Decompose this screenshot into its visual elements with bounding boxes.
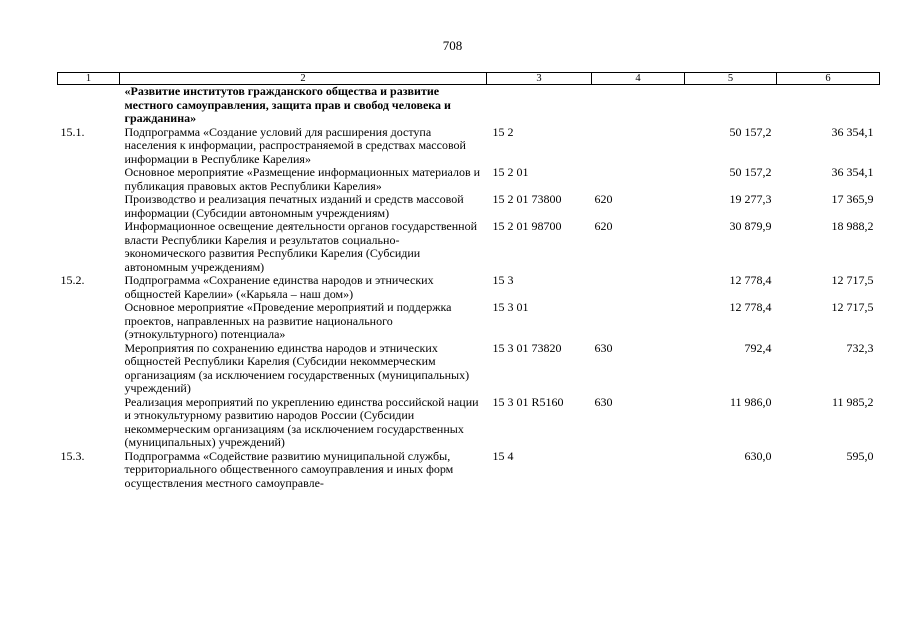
row-expense-type: 620 [594,192,613,206]
row-expense-type [592,166,685,193]
row-number [58,85,120,126]
row-expense-type: 620 [594,219,613,233]
row-title: Мероприятия по сохранению единства народов и этнических общностей Республики Карелия (Субсидии некоммерческим организациям (за исключением государственных (муниципальных) учреждений) [124,340,470,395]
table-row [58,126,880,167]
column-header-2: 2 [120,73,487,85]
row-title: Основное мероприятие «Проведение мероприятий и поддержка проектов, направленных на развитие национального (этнокультурного) потенциала» [124,300,452,341]
column-header-6: 6 [777,73,880,85]
row-amount-col6: 36 354,1 [831,124,874,139]
row-number: 15.1. [60,124,85,139]
column-header-5: 5 [685,73,777,85]
row-expense-type [592,126,685,167]
header-row [58,73,880,85]
row-amount-col5: 19 277,3 [729,192,772,206]
table-row [58,396,880,450]
row-expense-type [592,274,685,301]
row-title: Реализация мероприятий по укреплению единства российской нации и этнокультурному развитию народов России (Субсидии некоммерческим организациям (за исключением государственных (муниципальных) учреждений) [124,394,479,449]
column-header-3: 3 [487,73,592,85]
row-code: 15 3 01 [492,300,529,314]
table-row [58,342,880,396]
row-number [58,166,120,193]
row-amount-col6: 36 354,1 [831,165,874,179]
row-amount-col5: 12 778,4 [729,300,772,314]
table-row [58,166,880,193]
row-code: 15 3 01 R5160 [492,394,564,409]
row-amount-col5: 11 986,0 [729,394,772,409]
row-title: «Развитие институтов гражданского общества и развитие местного самоуправления, защита прав и свобод человека и гражданина» [124,84,451,125]
row-title: Подпрограмма «Создание условий для расширения доступа населения к информации, распространяемой в средствах массовой информации в Республике Карелия» [124,124,466,166]
row-amount-col6: 12 717,5 [831,300,874,314]
budget-table [57,72,880,490]
row-number [58,301,120,342]
row-expense-type [592,450,685,491]
row-amount-col5 [685,85,777,126]
table-row [58,85,880,126]
table-row [58,220,880,274]
row-amount-col6: 11 985,2 [831,394,874,409]
row-amount-col6: 18 988,2 [831,219,874,233]
row-amount-col6: 595,0 [846,448,874,463]
row-code: 15 2 01 [492,165,529,179]
row-expense-type [592,301,685,342]
row-number [58,193,120,220]
row-code: 15 4 [492,448,514,463]
row-title: Основное мероприятие «Размещение информационных материалов и публикация правовых актов Республики Карелия» [124,165,481,193]
row-amount-col5: 12 778,4 [729,273,772,287]
row-amount-col5: 50 157,2 [729,165,772,179]
row-expense-type: 630 [594,394,613,409]
row-amount-col5: 630,0 [744,448,772,463]
row-amount-col5: 30 879,9 [729,219,772,233]
row-amount-col5: 792,4 [744,340,772,355]
row-amount-col6: 12 717,5 [831,273,874,287]
row-amount-col6: 732,3 [846,340,874,355]
row-code: 15 3 [492,273,514,287]
row-title: Производство и реализация печатных изданий и средств массовой информации (Субсидии автономным учреждениям) [124,192,464,220]
page-number: 708 [442,38,463,53]
row-number [58,396,120,450]
row-code: 15 2 [492,124,514,139]
row-code: 15 2 01 73800 [492,192,562,206]
table-header [58,73,880,85]
row-expense-type [592,85,685,126]
column-header-1: 1 [58,73,120,85]
row-code: 15 2 01 98700 [492,219,562,233]
row-title: Подпрограмма «Содействие развитию муниципальной службы, территориального общественного самоуправления и иных форм осуществления местного самоуправле- [124,448,454,490]
row-title: Подпрограмма «Сохранение единства народов и этнических общностей Карелии» («Карьяла – наш дом») [124,273,434,301]
table-row [58,274,880,301]
table-row [58,301,880,342]
table-body [58,85,880,491]
table-row [58,193,880,220]
row-code [487,85,592,126]
table-row [58,450,880,491]
row-title: Информационное освещение деятельности органов государственной власти Республики Карелия и результатов социально-экономического развития Республики Карелия (Субсидии автономным учреждениям) [124,219,478,274]
row-code: 15 3 01 73820 [492,340,562,355]
row-amount-col6: 17 365,9 [831,192,874,206]
row-expense-type: 630 [594,340,613,355]
row-amount-col6 [777,85,880,126]
column-header-4: 4 [592,73,685,85]
row-number: 15.2. [60,273,85,287]
row-number [58,342,120,396]
row-amount-col5: 50 157,2 [729,124,772,139]
row-number: 15.3. [60,448,85,463]
row-number [58,220,120,274]
